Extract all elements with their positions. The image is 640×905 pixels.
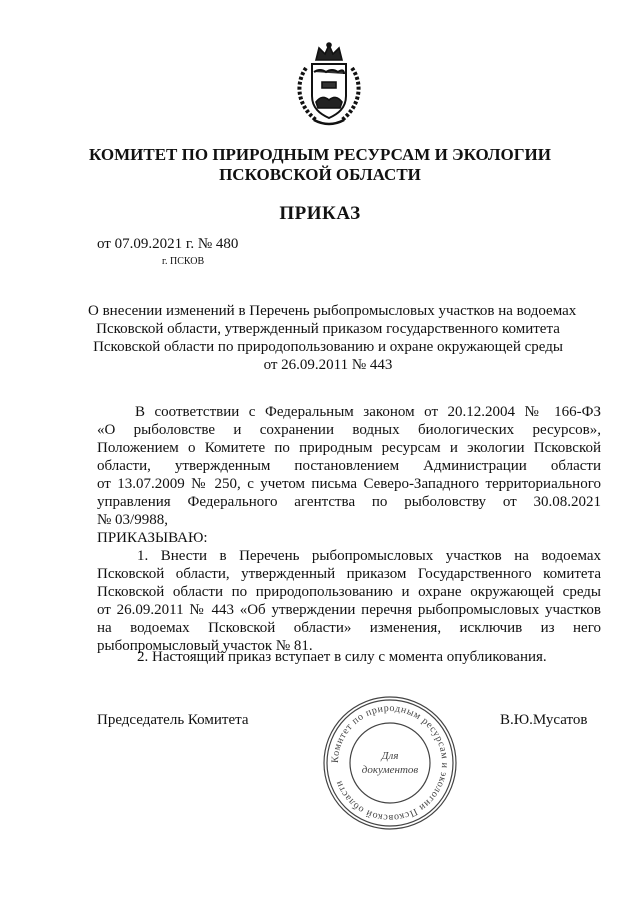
subject-line: от 26.09.2011 № 443 [263,357,393,373]
svg-text:Комитет по природным ресурсам [330,703,450,823]
item1-line: рыбопромысловый участок № 81. [97,638,313,654]
preamble-line: от 13.07.2009 № 250, с учетом письма Северо-Западного территориального [97,476,601,492]
order-item-2 [97,648,601,666]
preamble-line: № 03/9988, [97,512,168,528]
item1-line: Псковской области, утвержденный приказом Государственного комитета [97,566,601,582]
item1-line: от 26.09.2011 № 443 «Об утверждении перечня рыбопромысловых участков [97,602,601,618]
preamble-line: управления Федерального агентства по рыболовству от 30.08.2021 [97,494,601,510]
preamble-line: области, утвержденным постановлением Администрации области [97,458,601,474]
item1-line: на водоемах Псковской области» изменения, исключив из него [97,620,601,636]
organization-name-line2: ПСКОВСКОЙ ОБЛАСТИ [219,165,421,184]
city-label: г. ПСКОВ [162,256,205,267]
official-stamp [320,693,460,833]
order-keyword: ПРИКАЗЫВАЮ: [97,530,208,546]
stamp-center-line2: документов [361,764,419,776]
document-type-title: ПРИКАЗ [279,203,361,224]
item1-line: 1. Внести в Перечень рыбопромысловых участков на водоемах [137,548,601,564]
preamble-paragraph [97,403,601,529]
organization-name-line1: КОМИТЕТ ПО ПРИРОДНЫМ РЕСУРСАМ И ЭКОЛОГИИ [88,145,552,164]
coat-of-arms-emblem [292,42,366,128]
signatory-name: В.Ю.Мусатов [500,712,588,728]
signatory-title: Председатель Комитета [97,712,249,728]
document-subject [88,302,577,374]
subject-line: О внесении изменений в Перечень рыбопромысловых участков на водоемах [88,303,577,319]
stamp-ring-text: Комитет по природным ресурсам и экологии Псковской области [329,702,451,824]
preamble-line: Положением о Комитете по природным ресурсам и экологии Псковской [97,440,601,456]
preamble-line: «О рыболовстве и сохранении водных биологических ресурсов», [97,422,601,438]
subject-line: Псковской области по природопользованию и охране окружающей среды [93,339,563,355]
preamble-line: В соответствии с Федеральным законом от 20.12.2004 № 166-ФЗ [135,404,601,420]
order-item-1 [97,547,601,655]
date-and-number: от 07.09.2021 г. № 480 [97,236,239,252]
item2-line: 2. Настоящий приказ вступает в силу с момента опубликования. [137,649,547,665]
item1-line: Псковской области по природопользованию и охране окружающей среды [97,584,601,600]
stamp-center-line1: Для [381,750,399,762]
subject-line: Псковской области, утвержденный приказом государственного комитета [96,321,560,337]
